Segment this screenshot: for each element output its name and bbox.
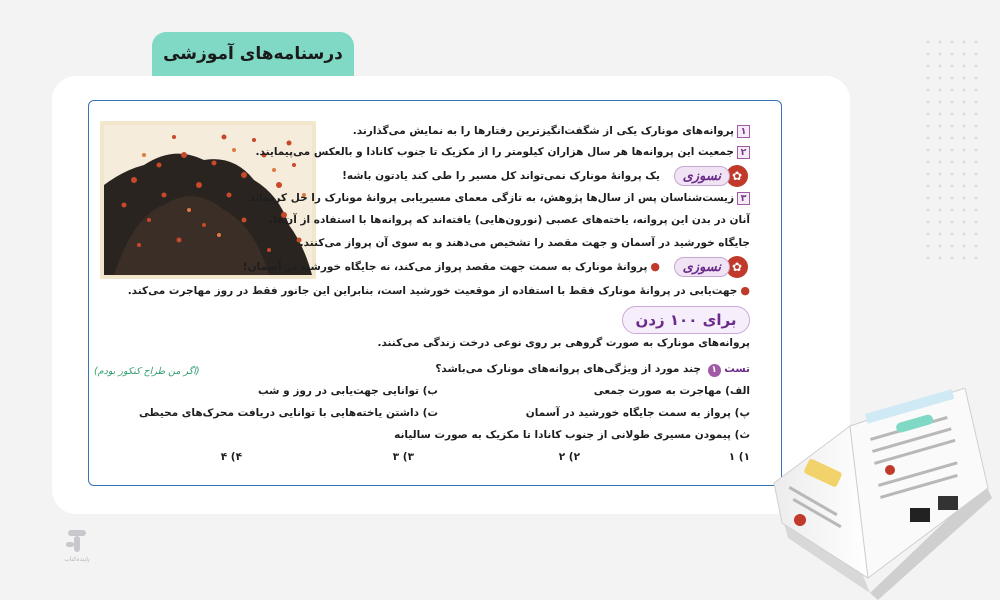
test-item-pe: پ) پرواز به سمت جایگاه خورشید در آسمان	[525, 407, 750, 419]
test-number: ۱	[708, 364, 721, 377]
test-item-te: ت) داشتن یاخته‌هایی با توانایی دریافت محرک‌های محیطی	[138, 407, 438, 419]
answer-option-3[interactable]: ۳) ۳	[392, 451, 414, 463]
paragraph-line-2: جایگاه خورشید در آسمان و جهت مقصد را تشخیص می‌دهند و به سوی آن پرواز می‌کنند.	[299, 237, 750, 249]
line-1-text: پروانه‌های مونارک یکی از شگفت‌انگیزترین رفتارها را به نمایش می‌گذارند.	[352, 125, 734, 137]
test-item-alef: الف) مهاجرت به صورت جمعی	[593, 385, 750, 397]
decorative-dot-grid	[922, 36, 982, 266]
paragraph-line-1: آنان در بدن این پروانه، یاخته‌های عصبی (نورون‌هایی) یافته‌اند که پروانه‌ها با استفاده از آن‌ها،	[269, 214, 750, 226]
note-2-label: نسوزی	[674, 257, 730, 277]
test-item-se: ث) پیمودن مسیری طولانی از جنوب کانادا تا مکزیک به صورت سالیانه	[394, 429, 750, 441]
fire-icon: ✿	[726, 256, 748, 278]
statement-line: پروانه‌های مونارک به صورت گروهی بر روی نوعی درخت زندگی می‌کنند.	[377, 337, 750, 349]
line-2-number: ۲	[737, 146, 750, 159]
note-badge-1	[674, 165, 748, 187]
note-1-text: یک پروانهٔ مونارک نمی‌تواند کل مسیر را طی کند یادتون باشه!	[342, 170, 660, 182]
test-source-note: (اگر من طراح کنکور بودم)	[94, 366, 200, 377]
test-label: تست	[724, 363, 750, 375]
bara-100-badge: برای ۱۰۰ زدن	[622, 306, 750, 334]
bullet-dot: ●	[650, 260, 660, 273]
logo-text: پاینده‌کتاب	[64, 556, 90, 563]
line-2	[256, 145, 750, 159]
test-question-text: چند مورد از ویژگی‌های پروانه‌های مونارک می‌باشد؟	[435, 363, 701, 375]
line-3-text: زیست‌شناسان پس از سال‌ها پژوهش، به تازگی معمای مسیریابی پروانهٔ مونارک را حل کرده‌اند.	[245, 192, 734, 204]
test-question	[435, 362, 750, 377]
note-badge-2	[674, 256, 748, 278]
line-1-number: ۱	[737, 125, 750, 138]
note-1-label: نسوزی	[674, 166, 730, 186]
note-2-body: پروانهٔ مونارک به سمت جهت مقصد پرواز می‌کند، نه جایگاه خورشید در آسمان!	[242, 261, 648, 273]
line-2-text: جمعیت این پروانه‌ها هر سال هزاران کیلومتر را از مکزیک تا جنوب کانادا و بالعکس می‌پیمایند.	[255, 146, 734, 158]
note-2-text	[243, 260, 660, 274]
brand-logo	[60, 530, 94, 563]
bullet-line	[128, 284, 750, 298]
open-book-illustration	[760, 388, 1000, 600]
page-title-tab: درسنامه‌های آموزشی	[152, 32, 354, 76]
line-3	[245, 191, 750, 205]
test-item-be: ب) توانایی جهت‌یابی در روز و شب	[258, 385, 438, 397]
bullet-line-text: جهت‌یابی در پروانهٔ مونارک فقط با استفاده از موقعیت خورشید است، بنابراین این جانور فقط در روز مهاجرت می‌کند.	[127, 285, 738, 297]
line-1	[353, 124, 750, 138]
bullet-dot: ●	[740, 284, 750, 297]
answer-option-1[interactable]: ۱) ۱	[728, 451, 750, 463]
fire-icon: ✿	[726, 165, 748, 187]
logo-mark-icon	[66, 530, 88, 552]
answer-option-2[interactable]: ۲) ۲	[558, 451, 580, 463]
line-3-number: ۳	[737, 192, 750, 205]
answer-option-4[interactable]: ۴) ۴	[220, 451, 242, 463]
